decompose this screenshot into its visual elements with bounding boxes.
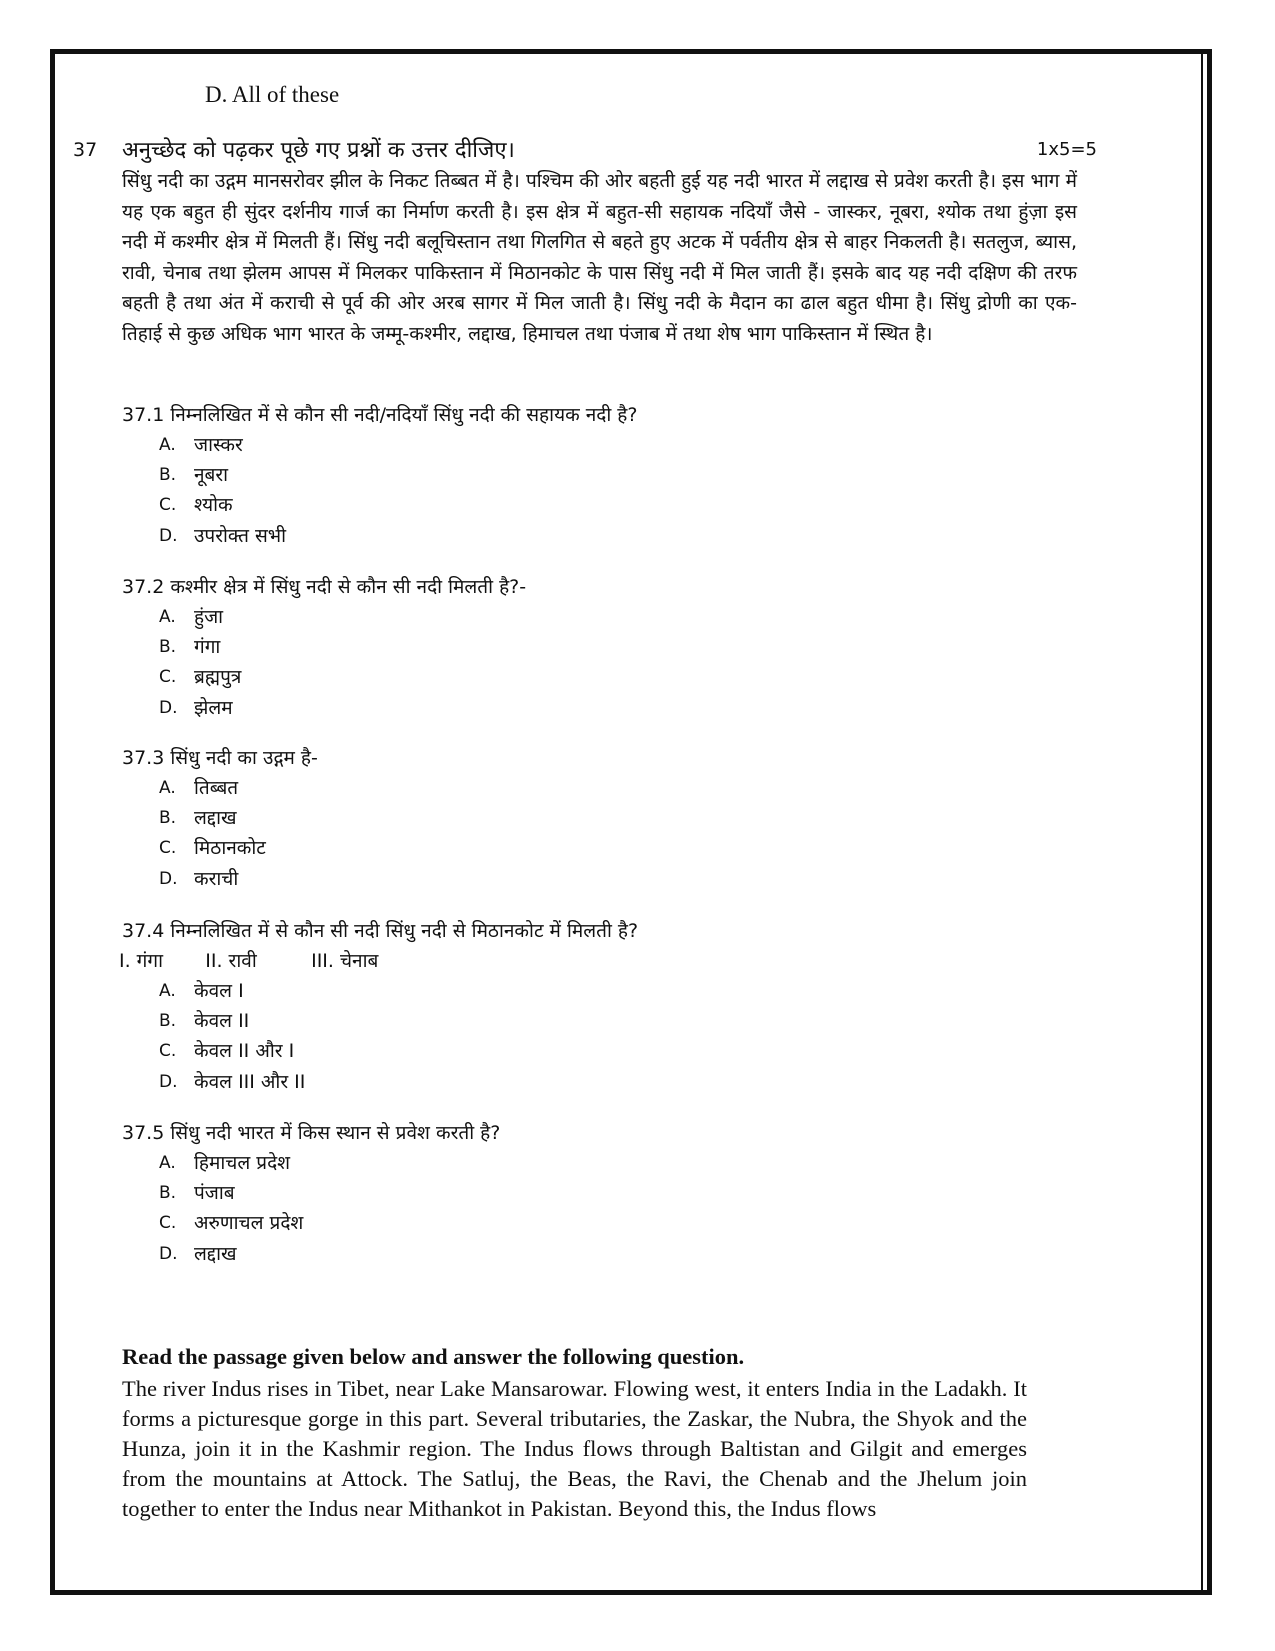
option-text: जास्कर [194, 434, 243, 456]
option-label: B. [159, 465, 177, 486]
english-instruction-heading: Read the passage given below and answer the following question. [122, 1344, 745, 1369]
subquestion-37-5 [122, 1118, 1082, 1269]
option-label: C. [159, 1213, 177, 1234]
option-text: तिब्बत [194, 777, 239, 799]
subquestion-37-4 [119, 916, 1082, 1097]
option-c[interactable] [122, 1208, 1082, 1238]
option-d[interactable] [122, 521, 1082, 551]
option-a[interactable] [122, 773, 1082, 803]
option-text: मिठानकोट [194, 837, 266, 860]
option-label: A. [159, 435, 176, 455]
option-b[interactable] [122, 460, 1082, 490]
option-d[interactable] [122, 1067, 1082, 1097]
option-text: कराची [194, 867, 239, 890]
option-label: B. [159, 1183, 177, 1204]
option-c[interactable] [122, 833, 1082, 863]
option-label: D. [159, 525, 178, 546]
page-border [50, 49, 1212, 1595]
option-label: C. [159, 1041, 177, 1062]
option-label: A. [159, 778, 176, 798]
subquestion-text: 37.1 निम्नलिखित में से कौन सी नदी/नदियाँ सिंधु नदी की सहायक नदी है? [122, 404, 638, 426]
option-b[interactable] [122, 1006, 1082, 1036]
marks-allocation: 1x5=5 [1036, 139, 1097, 160]
option-label: A. [159, 981, 176, 1001]
roman-numeral-choices: I. गंगा II. रावी III. चेनाब [119, 950, 379, 972]
option-text: उपरोक्त सभी [194, 524, 287, 547]
option-d[interactable] [122, 693, 1082, 723]
option-d[interactable] [122, 864, 1082, 894]
option-label: B. [159, 808, 177, 829]
option-a[interactable] [122, 976, 1082, 1006]
option-text: ब्रह्मपुत्र [194, 666, 242, 689]
option-b[interactable] [122, 1178, 1082, 1208]
subquestion-text: 37.2 कश्मीर क्षेत्र में सिंधु नदी से कौन सी नदी मिलती है?- [122, 576, 527, 598]
option-d[interactable] [122, 1239, 1082, 1269]
option-label: C. [159, 838, 177, 859]
english-passage: The river Indus rises in Tibet, near Lake Mansarowar. Flowing west, it enters India in the Ladakh. It forms a picturesque gorge in this part. Several tributaries, the Zaskar, the Nubra, the Shyok and the Hunza, join it in the Kashmir region. The Indus flows through Baltistan and Gilgit and emerges from the mountains at Attock. The Satluj, the Beas, the Ravi, the Chenab and the Jhelum join together to enter the Indus near Mithankot in Pakistan. Beyond this, the Indus flows [122, 1376, 1027, 1521]
option-label: B. [159, 637, 177, 658]
option-text: श्योक [194, 494, 233, 517]
question-number: 37 [73, 139, 98, 161]
option-c[interactable] [122, 662, 1082, 692]
option-a[interactable] [122, 1148, 1082, 1178]
option-label: A. [159, 1153, 176, 1173]
subquestion-37-2 [122, 572, 1082, 723]
subquestion-text: 37.4 निम्नलिखित में से कौन सी नदी सिंधु नदी से मिठानकोट में मिलती है? [122, 920, 639, 942]
option-b[interactable] [122, 632, 1082, 662]
option-text: झेलम [194, 696, 233, 719]
option-label: C. [159, 495, 177, 516]
option-text: केवल II [194, 1010, 250, 1033]
option-text: लद्दाख [194, 1242, 237, 1265]
option-text: केवल I [194, 980, 244, 1002]
option-label: D. [159, 1243, 178, 1264]
option-label: D. [159, 697, 178, 718]
subquestion-text: 37.3 सिंधु नदी का उद्गम है- [122, 747, 318, 769]
subquestion-37-1 [122, 400, 1082, 551]
previous-question-option: D. All of these [205, 82, 340, 107]
option-label: C. [159, 667, 177, 688]
option-a[interactable] [122, 430, 1082, 460]
option-text: हुंजा [194, 606, 224, 628]
hindi-passage: सिंधु नदी का उद्गम मानसरोवर झील के निकट तिब्बत में है। पश्चिम की ओर बहती हुई यह नदी भारत में लद्दाख से प्रवेश करती है। इस भाग में यह एक बहुत ही सुंदर दर्शनीय गार्ज का निर्माण करती है। इस क्षेत्र में बहुत-सी सहायक नदियाँ जैसे - जास्कर, नूबरा, श्योक तथा हुंज़ा इस नदी में कश्मीर क्षेत्र में मिलती हैं। सिंधु नदी बलूचिस्तान तथा गिलगित से बहते हुए अटक में पर्वतीय क्षेत्र से बाहर निकलती है। सतलुज, ब्यास, रावी, चेनाब तथा झेलम आपस में मिलकर पाकिस्तान में मिठानकोट के पास सिंधु नदी में मिल जाती हैं। इसके बाद यह नदी दक्षिण की तरफ बहती है तथा अंत में कराची से पूर्व की ओर अरब सागर में मिल जाती है। सिंधु नदी के मैदान का ढाल बहुत धीमा है। सिंधु द्रोणी का एक-तिहाई से कुछ अधिक भाग भारत के जम्मू-कश्मीर, लद्दाख, हिमाचल तथा पंजाब में तथा शेष भाग पाकिस्तान में स्थित है। [122, 170, 1077, 345]
question-title: अनुच्छेद को पढ़कर पूछे गए प्रश्नों क उत्तर दीजिए। [122, 138, 515, 163]
option-text: केवल III और II [194, 1070, 306, 1093]
option-b[interactable] [122, 803, 1082, 833]
option-text: लद्दाख [194, 807, 237, 830]
option-label: A. [159, 607, 176, 627]
option-label: D. [159, 868, 178, 889]
option-text: अरुणाचल प्रदेश [194, 1212, 304, 1235]
option-text: पंजाब [194, 1182, 235, 1205]
option-text: हिमाचल प्रदेश [194, 1152, 291, 1174]
option-label: D. [159, 1071, 178, 1092]
subquestion-37-3 [122, 743, 1082, 894]
option-label: B. [159, 1011, 177, 1032]
option-text: गंगा [194, 636, 221, 659]
option-c[interactable] [122, 1036, 1082, 1066]
option-a[interactable] [122, 602, 1082, 632]
option-text: केवल II और I [194, 1040, 295, 1063]
subquestion-text: 37.5 सिंधु नदी भारत में किस स्थान से प्रवेश करती है? [122, 1122, 501, 1144]
option-c[interactable] [122, 490, 1082, 520]
option-text: नूबरा [194, 464, 229, 487]
